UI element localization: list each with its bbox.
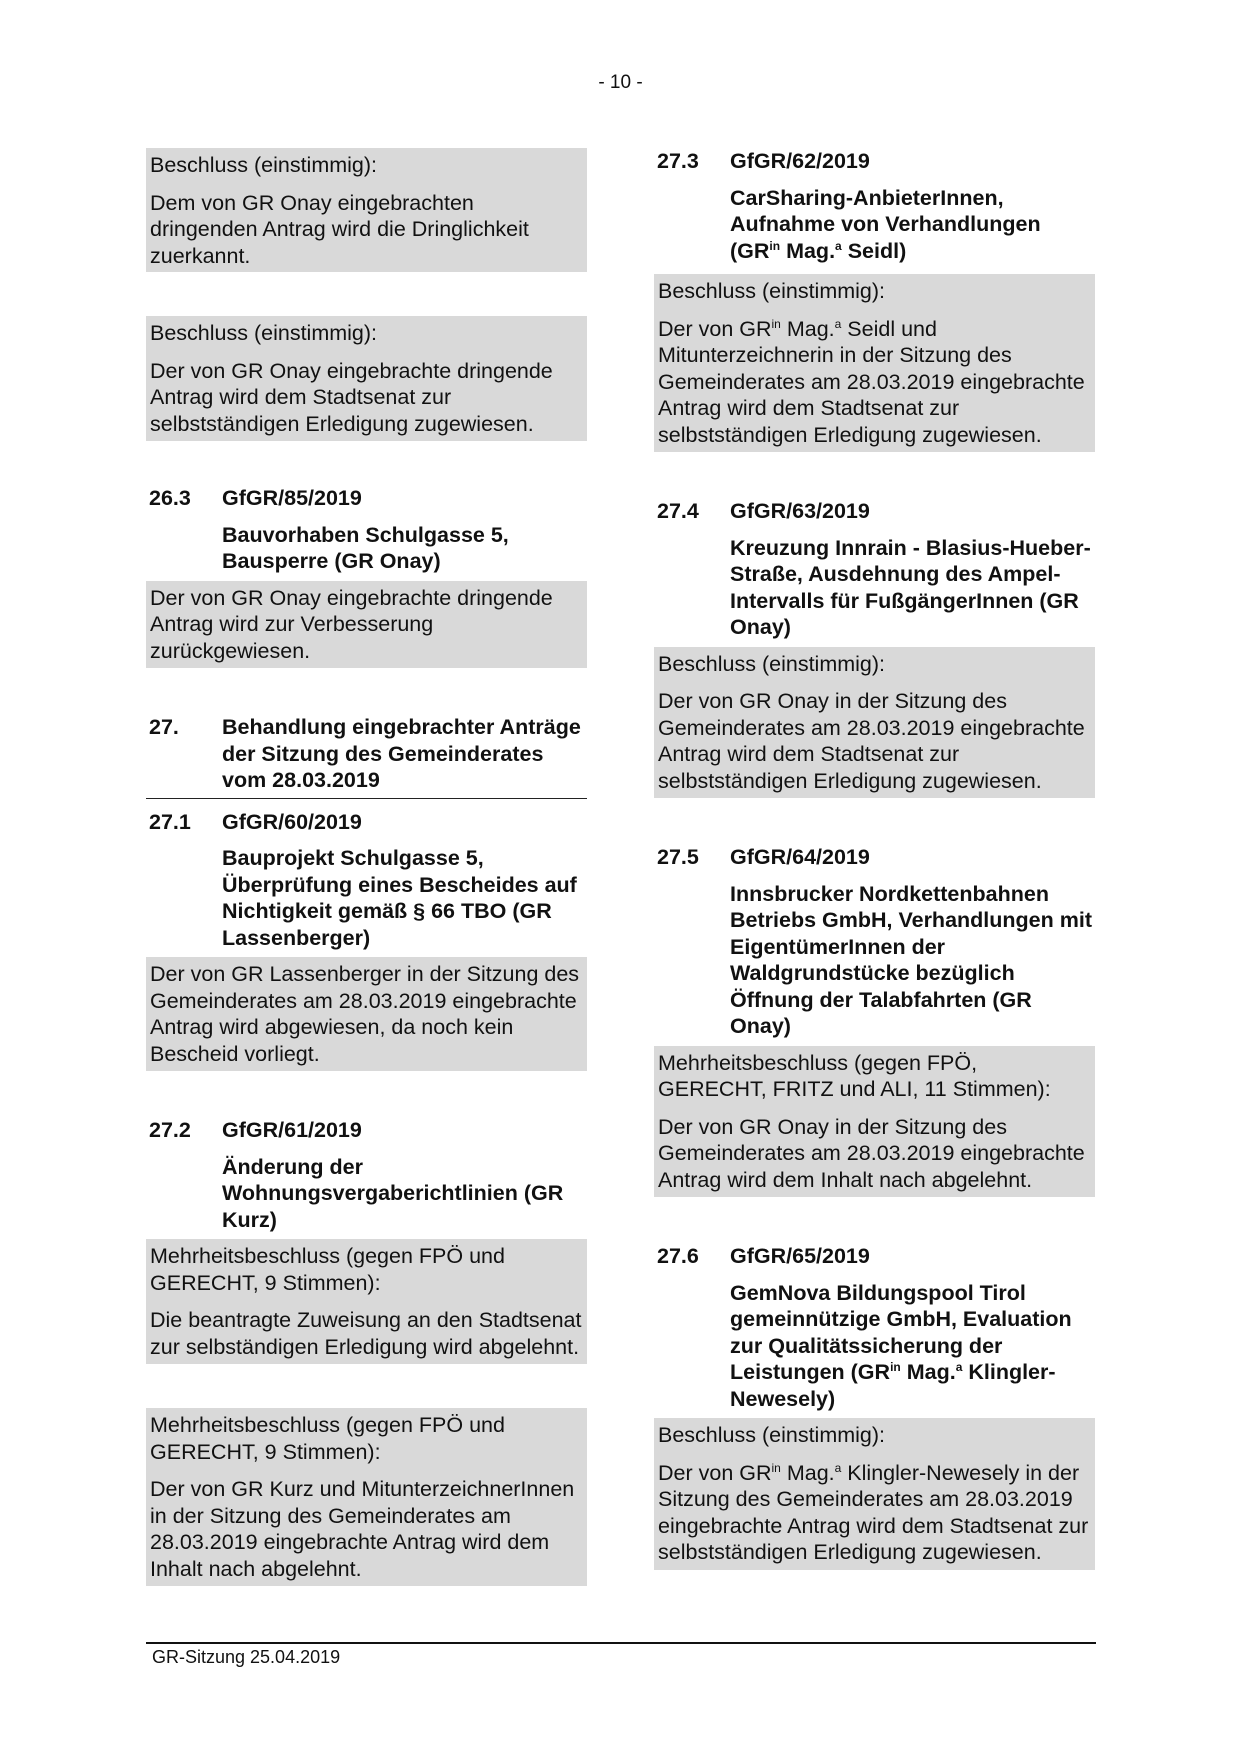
decision-heading: Mehrheitsbeschluss (gegen FPÖ und GERECHT, 9 Stimmen): — [150, 1244, 505, 1295]
decision-box — [654, 647, 1095, 799]
agenda-item-27-5 — [654, 844, 1095, 1040]
agenda-item-27-3 — [654, 148, 1095, 264]
item-number: 27.1 — [149, 809, 191, 834]
item-number: 27.4 — [657, 499, 699, 523]
decision-text: Der von GR Onay eingebrachte dringende Antrag wird dem Stadtsenat zur selbstständigen Erledigung zugewiesen. — [150, 358, 553, 436]
decision-text: Der von GR Kurz und MitunterzeichnerInnen in der Sitzung des Gemeinderates am 28.03.2019 eingebrachte Antrag wird dem Inhalt nach abgelehnt. — [150, 1477, 575, 1581]
agenda-item-27-4 — [654, 498, 1095, 641]
decision-heading: Beschluss (einstimmig): — [658, 1423, 885, 1447]
decision-heading: Beschluss (einstimmig): — [150, 153, 377, 177]
item-number: 27.2 — [149, 1118, 191, 1142]
item-reference: GfGR/85/2019 — [222, 486, 362, 510]
decision-text: Der von GR Onay in der Sitzung des Gemeinderates am 28.03.2019 eingebrachte Antrag wird dem Inhalt nach abgelehnt. — [658, 1114, 1085, 1192]
section-27-heading — [146, 714, 587, 799]
item-title: Änderung der Wohnungsvergaberichtlinien (GR Kurz) — [222, 1154, 564, 1232]
section-title: Behandlung eingebrachter Anträge der Sitzung des Gemeinderates vom 28.03.2019 — [222, 715, 581, 792]
item-title: Bauvorhaben Schulgasse 5, Bausperre (GR Onay) — [222, 522, 509, 573]
item-title: Innsbrucker Nordkettenbahnen Betriebs GmbH, Verhandlungen mit EigentümerInnen der Waldgrundstücke bezüglich Öffnung der Talabfahrten (GR Onay) — [730, 881, 1092, 1038]
decision-box — [146, 148, 587, 272]
decision-box — [654, 1418, 1095, 1570]
decision-heading: Beschluss (einstimmig): — [150, 321, 377, 345]
decision-box — [146, 581, 587, 669]
item-title: GemNova Bildungspool Tirol gemeinnützige GmbH, Evaluation zur Qualitätssicherung der Leistungen ($GR^{in}$ Mag.$^a$ Klingler-Newesely) — [730, 1280, 1072, 1411]
page-number: - 10 - — [598, 72, 643, 93]
item-title: Kreuzung Innrain - Blasius-Hueber-Straße, Ausdehnung des Ampel-Intervalls für FußgängerInnen (GR Onay) — [730, 535, 1091, 639]
decision-text: Der von $GR^{in}$ Mag.$^a$ Klingler-Newesely in der Sitzung des Gemeinderates am 28.03.2019 eingebrachte Antrag wird dem Stadtsenat zur selbstständigen Erledigung zugewiesen. — [658, 1460, 1089, 1564]
decision-heading: Mehrheitsbeschluss (gegen FPÖ und GERECHT, 9 Stimmen): — [150, 1413, 505, 1464]
footer-divider — [146, 1642, 1096, 1644]
agenda-item-27-6 — [654, 1243, 1095, 1412]
item-number: 27.3 — [657, 149, 699, 173]
section-number: 27. — [149, 715, 179, 739]
item-reference: GfGR/62/2019 — [730, 149, 870, 173]
item-number: 27.6 — [657, 1244, 699, 1268]
decision-box — [146, 316, 587, 441]
decision-box — [146, 957, 587, 1071]
item-number: 26.3 — [149, 486, 191, 510]
right-column — [654, 148, 1095, 1570]
item-reference: GfGR/60/2019 — [222, 809, 362, 834]
item-reference: GfGR/61/2019 — [222, 1118, 362, 1142]
decision-heading: Mehrheitsbeschluss (gegen FPÖ, GERECHT, FRITZ und ALI, 11 Stimmen): — [658, 1050, 1051, 1101]
decision-box — [654, 274, 1095, 452]
footer-text: GR-Sitzung 25.04.2019 — [152, 1647, 341, 1667]
decision-heading: Beschluss (einstimmig): — [658, 651, 885, 676]
item-title: CarSharing-AnbieterInnen, Aufnahme von Verhandlungen ($GR^{in}$ Mag.$^a$ Seidl) — [730, 185, 1041, 263]
decision-text: Der von $GR^{in}$ Mag.$^a$ Seidl und Mitunterzeichnerin in der Sitzung des Gemeinderates am 28.03.2019 eingebrachte Antrag wird dem Stadtsenat zur selbstständigen Erledigung zugewiesen. — [658, 316, 1085, 447]
left-column — [146, 148, 587, 1586]
decision-text: Der von GR Lassenberger in der Sitzung des Gemeinderates am 28.03.2019 eingebrachte Antrag wird abgewiesen, da noch kein Bescheid vorliegt. — [150, 962, 580, 1066]
agenda-item-26-3 — [146, 485, 587, 575]
item-reference: GfGR/64/2019 — [730, 845, 870, 869]
decision-text: Die beantragte Zuweisung an den Stadtsenat zur selbständigen Erledigung wird abgelehnt. — [150, 1308, 582, 1359]
decision-box — [146, 1239, 587, 1364]
decision-text: Der von GR Onay in der Sitzung des Gemeinderates am 28.03.2019 eingebrachte Antrag wird dem Stadtsenat zur selbstständigen Erledigung zugewiesen. — [658, 689, 1085, 793]
item-title: Bauprojekt Schulgasse 5, Überprüfung eines Bescheides auf Nichtigkeit gemäß § 66 TBO (GR Lassenberger) — [222, 846, 577, 950]
agenda-item-27-1 — [146, 809, 587, 952]
decision-box — [654, 1046, 1095, 1198]
item-reference: GfGR/65/2019 — [730, 1244, 870, 1268]
item-reference: GfGR/63/2019 — [730, 499, 870, 523]
decision-heading: Beschluss (einstimmig): — [658, 279, 885, 303]
decision-box — [146, 1408, 587, 1586]
decision-text: Der von GR Onay eingebrachte dringende Antrag wird zur Verbesserung zurückgewiesen. — [150, 585, 553, 663]
item-number: 27.5 — [657, 845, 699, 869]
decision-text: Dem von GR Onay eingebrachten dringenden Antrag wird die Dringlichkeit zuerkannt. — [150, 190, 529, 268]
agenda-item-27-2 — [146, 1117, 587, 1233]
